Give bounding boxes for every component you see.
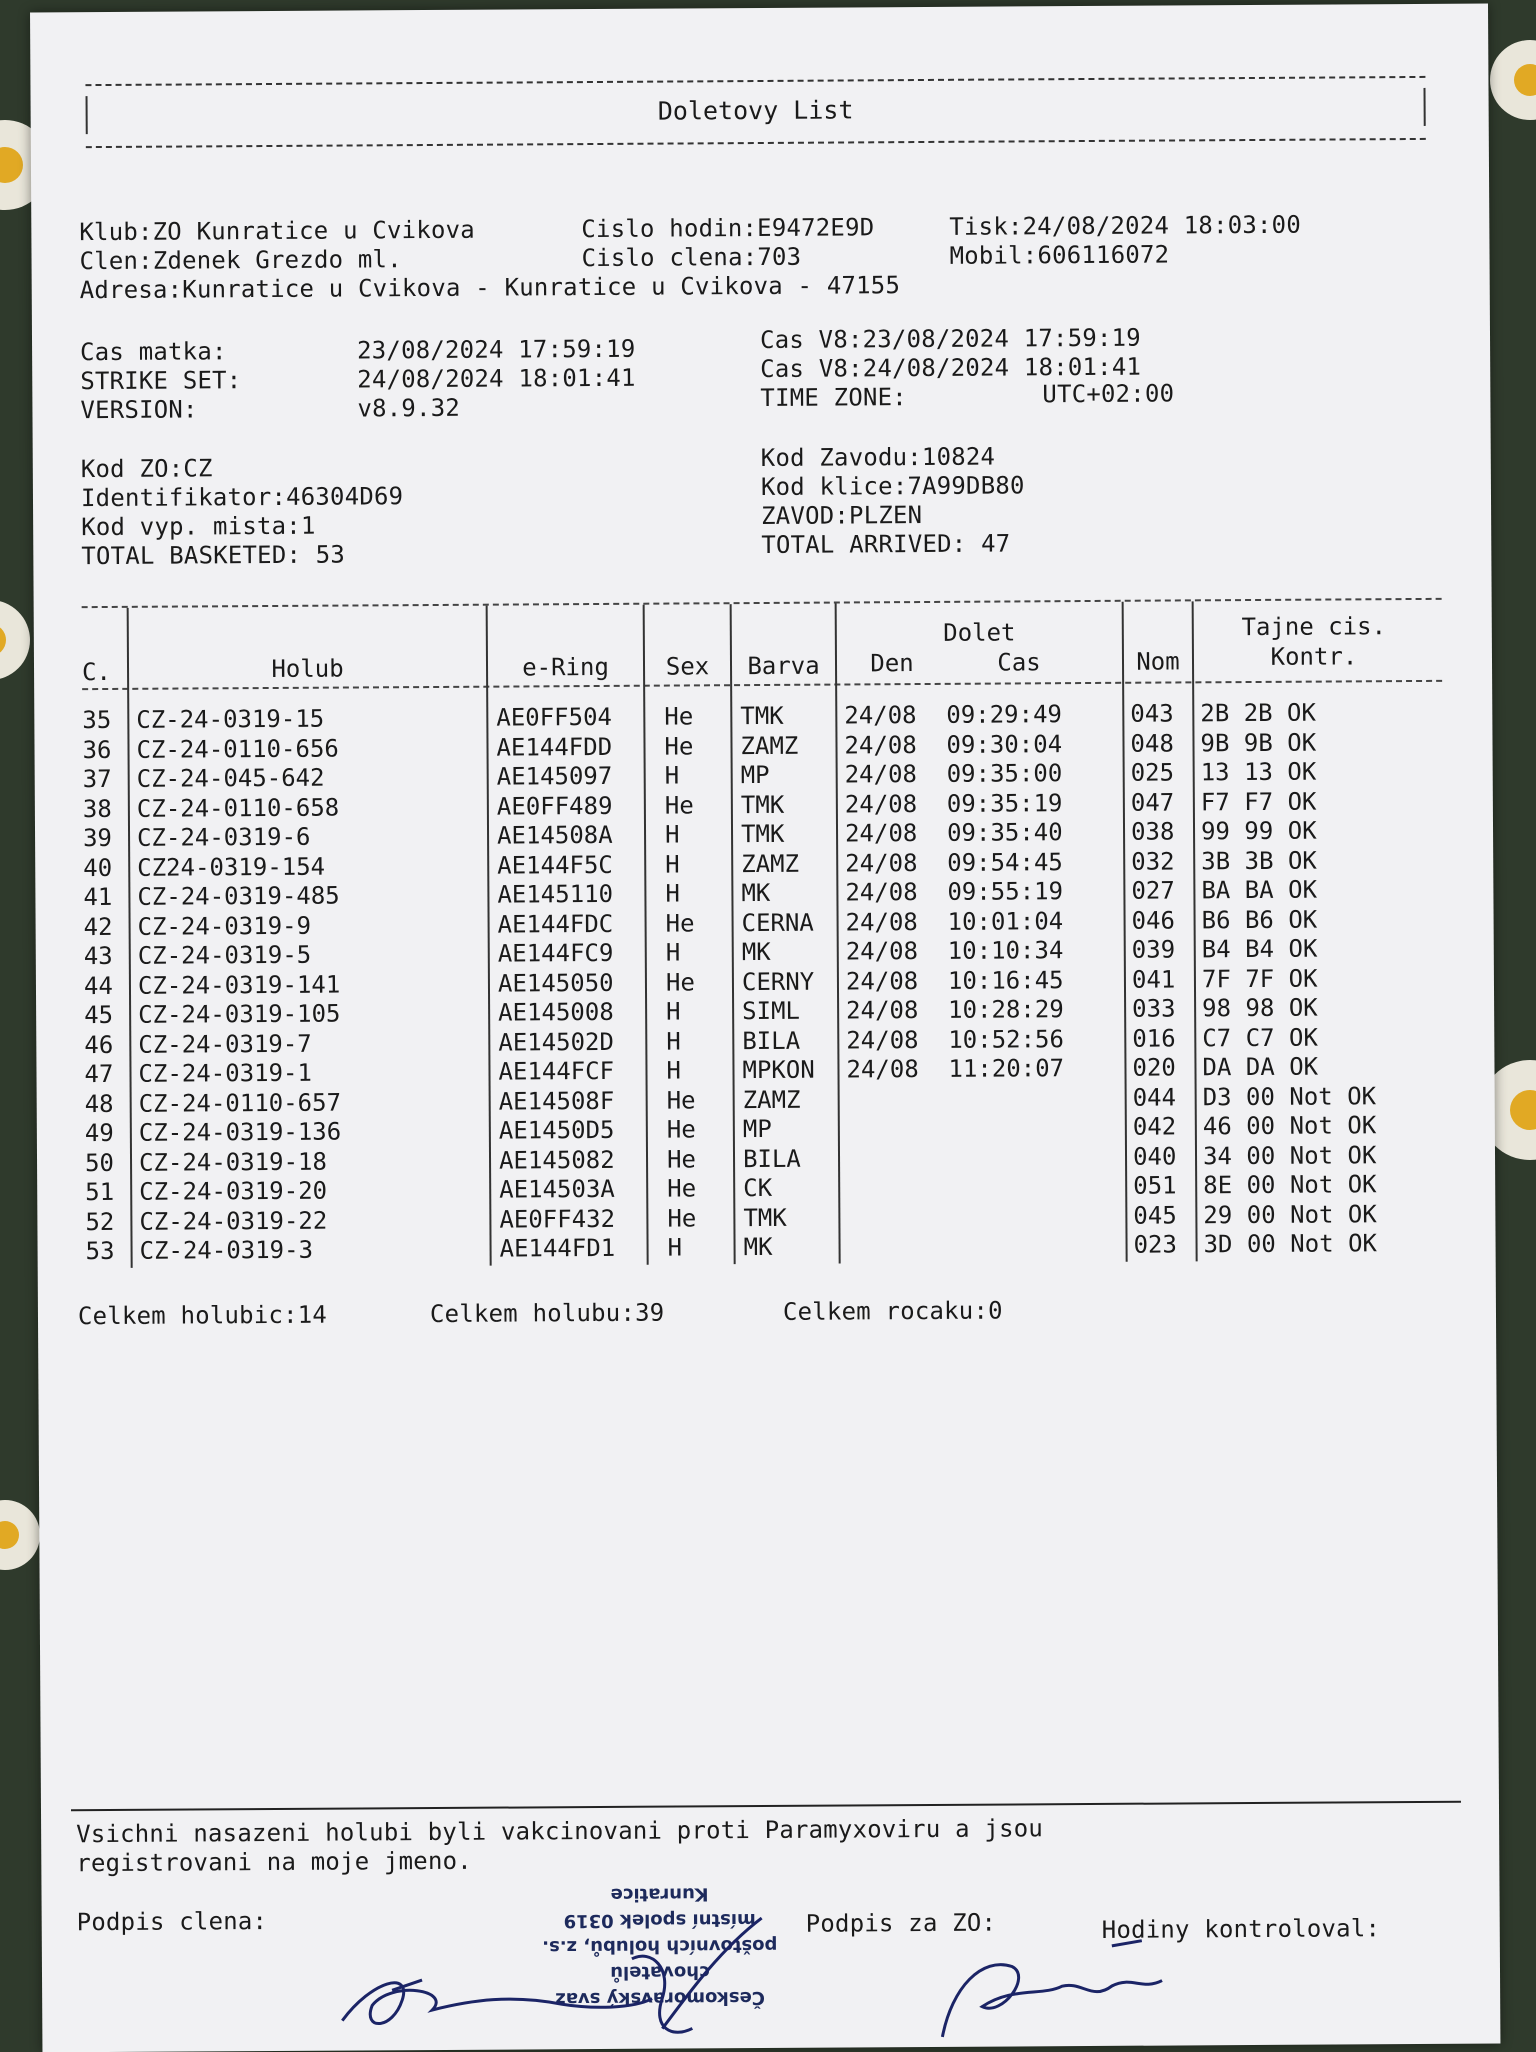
cell-nom: 046 <box>1131 905 1176 935</box>
cell-sex: H <box>665 938 681 967</box>
podpis-clena-label: Podpis clena: <box>76 1907 268 1937</box>
cell-c: 47 <box>84 1059 114 1089</box>
header-ering: e-Ring <box>522 652 609 682</box>
cislo-hodin-field: Cislo hodin:E9472E9D <box>581 213 875 244</box>
cell-barva: ZAMZ <box>742 1085 801 1114</box>
cell-ering: AE144FDC <box>497 909 614 939</box>
cell-c: 45 <box>84 1000 114 1030</box>
cell-barva: BILA <box>742 1144 801 1173</box>
cell-c: 37 <box>82 764 112 794</box>
cell-holub: CZ-24-0319-22 <box>139 1206 328 1236</box>
cell-ering: AE145097 <box>496 761 613 791</box>
cell-tajne: 3B 3B OK <box>1201 846 1317 875</box>
cell-ering: AE145110 <box>497 879 614 909</box>
cell-c: 40 <box>83 853 113 882</box>
cell-c: 46 <box>84 1030 114 1059</box>
podpis-zo-label: Podpis za ZO: <box>805 1908 997 1938</box>
cell-holub: CZ-24-0319-136 <box>138 1117 342 1147</box>
statement-line-1: Vsichni nasazeni holubi byli vakcinovani proti Paramyxoviru a jsou <box>76 1814 1044 1849</box>
cell-sex: He <box>664 731 694 761</box>
cell-cas: 10:10:34 <box>947 936 1064 965</box>
stamp-line: poštovních holubů, z.s. <box>542 1934 778 1958</box>
zavod: ZAVOD:PLZEN <box>761 501 923 530</box>
cell-den: 24/08 <box>844 819 918 848</box>
cell-ering: AE144FD1 <box>499 1233 616 1263</box>
cell-c: 35 <box>82 705 112 735</box>
cell-sex: He <box>666 1144 697 1174</box>
cell-den: 24/08 <box>844 701 917 730</box>
cell-cas: 09:55:19 <box>947 877 1064 906</box>
cell-holub: CZ-24-0110-658 <box>136 793 340 823</box>
cell-c: 52 <box>85 1207 115 1236</box>
cell-nom: 041 <box>1131 964 1176 994</box>
cell-holub: CZ-24-0319-5 <box>137 940 312 970</box>
cell-den: 24/08 <box>845 848 918 877</box>
cell-tajne: DA DA OK <box>1202 1052 1319 1082</box>
cell-cas: 09:30:04 <box>946 729 1063 759</box>
header-den: Den <box>870 649 914 678</box>
cell-den: 24/08 <box>844 730 917 759</box>
cell-holub: CZ-24-0319-15 <box>136 704 325 734</box>
cell-c: 41 <box>83 882 113 912</box>
cell-c: 51 <box>85 1177 115 1207</box>
header-holub: Holub <box>271 654 344 683</box>
cell-barva: MK <box>741 878 771 908</box>
cell-tajne: 34 00 Not OK <box>1202 1140 1377 1170</box>
cell-barva: CK <box>743 1173 773 1203</box>
cas-matka-value: 23/08/2024 17:59:19 <box>356 334 636 365</box>
cell-nom: 039 <box>1131 935 1176 964</box>
cas-v8-1: Cas V8:23/08/2024 17:59:19 <box>759 323 1141 354</box>
clen-field: Clen:Zdenek Grezdo ml. <box>79 245 402 276</box>
cell-sex: H <box>666 1056 682 1085</box>
identifikator: Identifikator:46304D69 <box>80 482 404 513</box>
cell-barva: CERNY <box>741 967 815 996</box>
header-nom: Nom <box>1136 647 1180 676</box>
cell-tajne: BA BA OK <box>1201 875 1318 905</box>
cislo-clena-field: Cislo clena:703 <box>581 242 802 273</box>
cell-nom: 040 <box>1132 1141 1177 1171</box>
cell-holub: CZ-24-0319-20 <box>139 1176 328 1206</box>
cell-c: 49 <box>84 1118 114 1148</box>
cell-ering: AE144F5C <box>497 850 613 880</box>
cell-den: 24/08 <box>845 966 919 995</box>
cell-ering: AE14508A <box>496 820 613 850</box>
zo-signature <box>922 1925 1183 2047</box>
cell-holub: CZ-24-0319-3 <box>139 1235 314 1265</box>
cell-sex: H <box>666 997 681 1026</box>
cell-sex: H <box>667 1233 683 1262</box>
cell-sex: He <box>667 1174 697 1203</box>
cell-barva: MK <box>741 937 771 967</box>
cell-nom: 043 <box>1130 699 1174 728</box>
kod-vyp-mista: Kod vyp. mista:1 <box>81 511 316 542</box>
cell-den: 24/08 <box>845 907 918 936</box>
flower-decoration <box>0 1500 40 1570</box>
cell-cas: 10:52:56 <box>948 1024 1064 1054</box>
cell-nom: 023 <box>1133 1230 1178 1259</box>
cell-den: 24/08 <box>844 789 918 818</box>
cell-nom: 038 <box>1130 817 1175 846</box>
time-zone-label: TIME ZONE: <box>760 383 907 412</box>
cell-sex: He <box>666 1115 696 1144</box>
tisk-field: Tisk:24/08/2024 18:03:00 <box>949 210 1302 241</box>
cell-sex: H <box>665 879 680 908</box>
cell-nom: 025 <box>1130 758 1175 787</box>
cell-sex: He <box>666 1085 696 1115</box>
cell-barva: CERNA <box>741 908 814 937</box>
stamp-line: Kunratice <box>610 1883 709 1905</box>
cell-cas: 09:35:19 <box>946 788 1063 818</box>
cell-tajne: B6 B6 OK <box>1201 905 1318 934</box>
footer-rule <box>71 1801 1461 1811</box>
cell-ering: AE0FF504 <box>496 702 613 732</box>
cell-c: 50 <box>84 1148 115 1177</box>
cell-nom: 051 <box>1133 1171 1177 1200</box>
cell-cas: 09:35:00 <box>946 759 1063 788</box>
kod-zavodu: Kod Zavodu:10824 <box>760 442 996 472</box>
cell-c: 38 <box>82 794 112 823</box>
cell-ering: AE145082 <box>498 1145 615 1175</box>
cell-cas: 09:54:45 <box>947 847 1063 877</box>
cell-nom: 045 <box>1133 1200 1177 1230</box>
cell-nom: 027 <box>1131 876 1175 905</box>
cell-cas: 11:20:07 <box>948 1054 1065 1083</box>
cell-holub: CZ-24-0319-6 <box>136 822 311 852</box>
cell-barva: ZAMZ <box>740 731 799 760</box>
cell-barva: BILA <box>742 1026 801 1055</box>
cell-c: 53 <box>85 1236 115 1266</box>
header-c: C. <box>81 657 112 687</box>
cell-sex: H <box>665 850 680 879</box>
cell-c: 48 <box>84 1089 114 1118</box>
stamp-line: místní spolek 0319 <box>563 1909 756 1932</box>
cell-cas: 10:01:04 <box>947 906 1064 936</box>
cell-tajne: 99 99 OK <box>1200 816 1317 846</box>
cell-tajne: D3 00 Not OK <box>1202 1081 1377 1111</box>
cell-barva: SIML <box>742 996 801 1026</box>
cell-nom: 042 <box>1132 1112 1177 1141</box>
cell-barva: TMK <box>743 1203 787 1232</box>
cell-c: 43 <box>83 941 113 971</box>
cell-den: 24/08 <box>846 1055 919 1084</box>
celkem-holubu: Celkem holubu:39 <box>429 1298 665 1329</box>
cell-c: 44 <box>83 971 113 1000</box>
cell-holub: CZ-24-0319-18 <box>138 1147 327 1177</box>
document-title: Doletovy List <box>657 95 854 126</box>
cell-holub: CZ-24-0319-9 <box>137 911 312 941</box>
cell-barva: TMK <box>740 701 784 731</box>
cell-holub: CZ-24-0110-656 <box>136 734 339 764</box>
cell-barva: MPKON <box>742 1055 815 1085</box>
cell-holub: CZ-24-0319-7 <box>138 1029 312 1059</box>
adresa-field: Adresa:Kunratice u Cvikova - Kunratice u Cvikova - 47155 <box>79 271 901 305</box>
stamp-line: Českomoravský svaz chovatelů <box>555 1961 766 2010</box>
version-label: VERSION: <box>80 395 198 425</box>
cell-den: 24/08 <box>846 1025 919 1054</box>
cell-den: 24/08 <box>844 760 918 789</box>
hodiny-kontroloval-label: Hodiny kontroloval: <box>1101 1914 1381 1944</box>
cell-nom: 033 <box>1132 994 1176 1023</box>
cell-tajne: 8E 00 Not OK <box>1203 1170 1377 1200</box>
member-signature <box>332 1907 853 2050</box>
header-barva: Barva <box>747 651 820 681</box>
cell-ering: AE145008 <box>498 997 614 1027</box>
cell-barva: TMK <box>740 819 785 849</box>
cell-sex: He <box>664 702 694 731</box>
strike-set-value: 24/08/2024 18:01:41 <box>357 363 636 394</box>
cell-tajne: 7F 7F OK <box>1201 964 1318 993</box>
header-sex: Sex <box>665 652 710 681</box>
cell-sex: H <box>664 820 680 849</box>
cell-den: 24/08 <box>845 878 918 907</box>
cell-ering: AE0FF432 <box>499 1204 616 1234</box>
cell-ering: AE145050 <box>497 968 614 998</box>
cell-c: 42 <box>83 912 113 941</box>
cell-cas: 09:29:49 <box>946 700 1062 729</box>
cell-nom: 044 <box>1132 1082 1177 1112</box>
cell-tajne: 98 98 OK <box>1202 993 1318 1023</box>
cell-holub: CZ24-0319-154 <box>137 852 326 882</box>
cell-den: 24/08 <box>845 937 919 966</box>
cell-c: 36 <box>82 735 112 764</box>
statement-line-2: registrovani na moje jmeno. <box>76 1846 472 1878</box>
title-box <box>85 76 1425 148</box>
header-tajne: Tajne cis. <box>1241 612 1387 642</box>
time-zone-value: UTC+02:00 <box>1042 379 1175 409</box>
cell-den: 24/08 <box>846 996 919 1025</box>
cell-holub: CZ-24-0319-485 <box>137 881 340 911</box>
cell-ering: AE14502D <box>498 1027 614 1057</box>
cell-barva: MP <box>740 760 770 790</box>
cell-tajne: 9B 9B OK <box>1200 728 1317 757</box>
total-arrived: TOTAL ARRIVED: 47 <box>761 529 1011 559</box>
cell-ering: AE144FC9 <box>497 938 614 968</box>
flower-decoration <box>0 600 30 680</box>
cell-sex: He <box>667 1203 697 1233</box>
cell-nom: 020 <box>1132 1053 1176 1082</box>
cas-matka-label: Cas matka: <box>80 337 227 367</box>
cell-holub: CZ-24-0110-657 <box>138 1088 342 1118</box>
strike-set-label: STRIKE SET: <box>80 366 242 396</box>
cell-ering: AE14508F <box>498 1086 615 1116</box>
cell-ering: AE144FDD <box>496 732 613 762</box>
cell-cas: 10:28:29 <box>948 995 1064 1024</box>
version-value: v8.9.32 <box>357 393 461 423</box>
cell-holub: CZ-24-0319-141 <box>137 970 341 1000</box>
cell-sex: He <box>664 790 694 820</box>
cell-sex: H <box>666 1026 681 1056</box>
celkem-rocaku: Celkem rocaku:0 <box>782 1296 1003 1326</box>
cell-tajne: F7 F7 OK <box>1200 787 1317 816</box>
cell-barva: MP <box>742 1114 772 1144</box>
cell-ering: AE144FCF <box>498 1056 615 1086</box>
cell-sex: He <box>665 967 695 997</box>
flower-decoration <box>1490 40 1536 120</box>
cell-holub: CZ-24-045-642 <box>136 763 325 793</box>
cell-ering: AE1450D5 <box>498 1115 615 1145</box>
cell-ering: AE14503A <box>499 1174 615 1204</box>
cell-nom: 047 <box>1130 787 1175 817</box>
cell-cas: 09:35:40 <box>946 818 1063 847</box>
cell-nom: 048 <box>1130 728 1174 758</box>
cell-barva: TMK <box>740 790 785 819</box>
cas-v8-2: Cas V8:24/08/2024 18:01:41 <box>760 352 1142 383</box>
header-kontr: Kontr. <box>1270 642 1358 671</box>
cell-barva: ZAMZ <box>741 849 800 878</box>
cell-c: 39 <box>82 823 113 853</box>
celkem-holubic: Celkem holubic:14 <box>77 1300 328 1331</box>
cell-ering: AE0FF489 <box>496 791 613 821</box>
kod-klice: Kod klice:7A99DB80 <box>760 471 1025 501</box>
cell-nom: 016 <box>1132 1023 1176 1053</box>
table-top-rule <box>82 598 1442 608</box>
cell-sex: H <box>664 761 680 790</box>
klub-field: Klub:ZO Kunratice u Cvikova <box>79 215 475 247</box>
mobil-field: Mobil:606116072 <box>949 240 1170 270</box>
cell-tajne: 13 13 OK <box>1200 757 1317 787</box>
total-basketed: TOTAL BASKETED: 53 <box>81 540 346 571</box>
cell-sex: He <box>665 908 695 938</box>
cell-cas: 10:16:45 <box>947 965 1064 995</box>
cell-tajne: 3D 00 Not OK <box>1203 1229 1378 1259</box>
kod-zo: Kod ZO:CZ <box>80 454 213 484</box>
cell-holub: CZ-24-0319-105 <box>138 999 341 1029</box>
cell-tajne: 46 00 Not OK <box>1202 1111 1377 1141</box>
cell-tajne: 2B 2B OK <box>1200 698 1316 728</box>
doletovy-list-sheet <box>30 4 1500 2052</box>
cell-tajne: C7 C7 OK <box>1202 1023 1318 1052</box>
header-cas: Cas <box>997 648 1041 677</box>
cell-holub: CZ-24-0319-1 <box>138 1058 312 1088</box>
cell-nom: 032 <box>1131 846 1175 876</box>
cell-barva: MK <box>743 1232 773 1262</box>
header-dolet: Dolet <box>943 618 1016 647</box>
cell-tajne: B4 B4 OK <box>1201 934 1318 964</box>
cell-tajne: 29 00 Not OK <box>1203 1199 1377 1229</box>
